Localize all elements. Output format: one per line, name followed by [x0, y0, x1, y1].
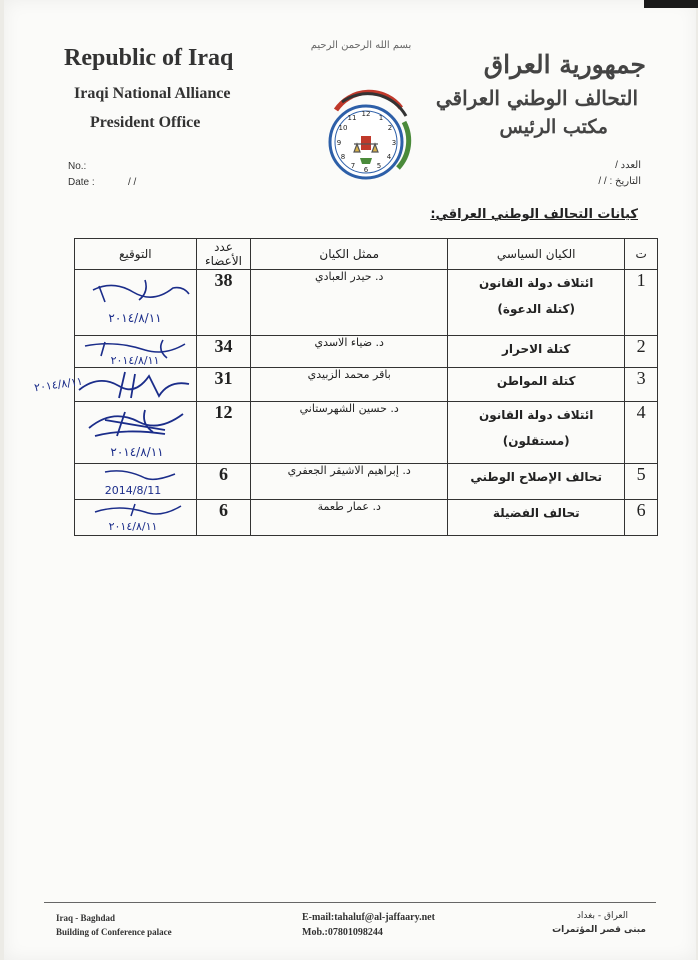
- row-signature: [75, 336, 197, 368]
- arabic-number-label: العدد /: [615, 160, 641, 171]
- svg-text:2: 2: [387, 124, 393, 132]
- header-number: ت: [625, 239, 658, 270]
- signature-date: 2014/8/11: [104, 484, 162, 497]
- bismillah-text: بسم الله الرحمن الرحيم: [310, 40, 412, 51]
- row-number: 3: [625, 368, 658, 402]
- row-member-count: 31: [196, 368, 251, 402]
- english-subtitle-office: President Office: [90, 114, 201, 131]
- row-representative: باقر محمد الزبيدي: [251, 368, 448, 402]
- footer-email: E-mail:tahaluf@al-jaffaary.net: [302, 912, 435, 923]
- row-entity: [448, 500, 625, 536]
- table-row: [75, 270, 658, 336]
- svg-text:9: 9: [336, 139, 342, 147]
- svg-text:12: 12: [361, 110, 371, 118]
- table-header-row: [75, 239, 658, 270]
- entity-name: تحالف الفضيلة: [492, 506, 580, 520]
- table-row: [75, 402, 658, 464]
- entity-subname: (كتلة الدعوة): [497, 302, 575, 316]
- footer-arabic-building: مبنى قصر المؤتمرات: [552, 925, 646, 935]
- footer-arabic-city: العراق - بغداد: [576, 911, 628, 921]
- signature-date: ٢٠١٤/٨/١١: [108, 311, 162, 325]
- table-row: [75, 500, 658, 536]
- entity-name: ائتلاف دولة القانون: [479, 408, 594, 422]
- row-representative: د. عمار طعمة: [251, 500, 448, 536]
- row-entity: [448, 402, 625, 464]
- row-representative: د. حسين الشهرستاني: [251, 402, 448, 464]
- row-member-count: 34: [196, 336, 251, 368]
- date-slashes: / /: [128, 177, 137, 188]
- svg-text:4: 4: [386, 153, 392, 161]
- row-representative: د. حيدر العبادي: [251, 270, 448, 336]
- footer-building: Building of Conference palace: [56, 927, 172, 937]
- alliance-emblem-icon: [316, 88, 416, 188]
- table-row: [75, 336, 658, 368]
- entity-name: ائتلاف دولة القانون: [479, 276, 594, 290]
- row-member-count: 38: [196, 270, 251, 336]
- header-entity: الكيان السياسي: [448, 239, 625, 270]
- svg-text:6: 6: [363, 166, 369, 174]
- svg-text:8: 8: [340, 153, 346, 161]
- table-row: [75, 464, 658, 500]
- entity-subname: (مستقلون): [502, 434, 570, 448]
- signature-scribble-icon: [75, 402, 197, 464]
- scan-edge: [644, 0, 698, 8]
- svg-text:11: 11: [347, 114, 357, 122]
- footer-divider: [44, 902, 656, 903]
- signature-scribble-icon: [75, 270, 197, 336]
- row-number: 2: [625, 336, 658, 368]
- row-entity: [448, 270, 625, 336]
- svg-text:1: 1: [378, 114, 384, 122]
- row-entity: [448, 464, 625, 500]
- row-signature: [75, 464, 197, 500]
- footer-mobile: Mob.:07801098244: [302, 927, 383, 938]
- row-number: 5: [625, 464, 658, 500]
- entity-name: كتلة المواطن: [496, 374, 576, 388]
- svg-text:7: 7: [350, 162, 356, 170]
- signature-scribble-icon: [75, 368, 197, 402]
- row-signature: [75, 368, 197, 402]
- number-label: No.:: [68, 161, 87, 172]
- row-number: 4: [625, 402, 658, 464]
- row-number: 6: [625, 500, 658, 536]
- header-representative: ممثل الكيان: [251, 239, 448, 270]
- header-signature: التوقيع: [75, 239, 197, 270]
- arabic-subtitle-office: مكتب الرئيس: [499, 116, 608, 138]
- row-entity: [448, 336, 625, 368]
- table-heading: كيانات التحالف الوطني العراقي:: [430, 207, 638, 222]
- date-label: Date :: [68, 177, 95, 188]
- margin-handwritten-date: ٢٠١٤/٨/١١: [33, 374, 84, 395]
- row-member-count: 6: [196, 464, 251, 500]
- footer-city: Iraq - Baghdad: [56, 913, 116, 923]
- svg-text:10: 10: [338, 124, 348, 132]
- row-signature: [75, 270, 197, 336]
- row-representative: د. إبراهيم الاشيقر الجعفري: [251, 464, 448, 500]
- arabic-subtitle-alliance: التحالف الوطني العراقي: [435, 86, 638, 110]
- alliance-entities-table: [74, 238, 658, 536]
- signature-date: ٢٠١٤/٨/١١: [108, 520, 158, 533]
- table-row: [75, 368, 658, 402]
- row-signature: [75, 500, 197, 536]
- english-title: Republic of Iraq: [64, 45, 234, 71]
- signature-date: ٢٠١٤/٨/١١: [110, 354, 160, 367]
- arabic-title: جمهورية العراق: [483, 50, 646, 79]
- svg-text:5: 5: [376, 162, 382, 170]
- signature-date: ٢٠١٤/٨/١١: [110, 445, 164, 459]
- english-subtitle-alliance: Iraqi National Alliance: [74, 85, 231, 102]
- row-representative: د. ضياء الاسدي: [251, 336, 448, 368]
- signature-scribble-icon: [75, 500, 197, 536]
- entity-name: كتلة الاحرار: [502, 342, 571, 356]
- signature-scribble-icon: [75, 464, 197, 500]
- header-member-count: عدد الأعضاء: [196, 239, 251, 270]
- signature-scribble-icon: [75, 336, 197, 368]
- svg-text:3: 3: [391, 139, 397, 147]
- row-member-count: 6: [196, 500, 251, 536]
- row-entity: [448, 368, 625, 402]
- arabic-date-label: التاريخ : / /: [598, 176, 641, 187]
- entity-name: تحالف الإصلاح الوطني: [470, 470, 603, 484]
- row-member-count: 12: [196, 402, 251, 464]
- row-signature: [75, 402, 197, 464]
- row-number: 1: [625, 270, 658, 336]
